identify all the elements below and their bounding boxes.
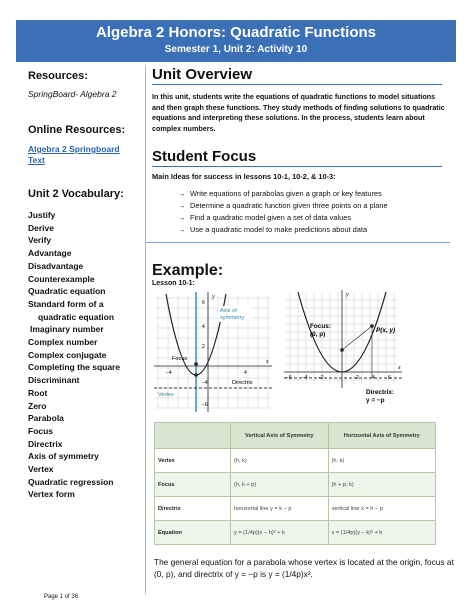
directrix-equation: y = −p [366,397,385,404]
tick-label: −4 [302,375,308,381]
vocab-item: Quadratic equation [28,286,106,297]
arrow-icon: → [178,225,186,234]
vocab-item: Discriminant [28,375,80,386]
main-ideas-subheading: Main Ideas for success in lessons 10-1, 10-2, & 10-3: [152,172,336,181]
focus-label: Focus: [310,323,331,330]
tick-label: 4 [202,324,205,330]
list-item: → Write equations of parabolas given a graph or key features [178,189,382,198]
vocab-item: Disadvantage [28,260,84,271]
parabola-graph-vertical [152,288,274,416]
vocab-item: Justify [28,210,56,220]
y-axis-label: y [346,292,349,298]
vocab-item: Advantage [28,248,72,259]
table-header [155,423,231,449]
online-resources-heading: Online Resources: [28,124,126,136]
vocab-item: Completing the square [28,362,121,373]
vocab-item: Complex conjugate [28,349,107,360]
focus-label: Focus [172,356,188,362]
vocab-item: Counterexample [28,273,95,284]
list-item: → Determine a quadratic function given three points on a plane [178,201,388,210]
table-row: Focus (h, k + p) (h + p, k) [155,473,436,497]
table-header: Vertical Axis of Symmetry [231,423,329,449]
vocab-item: Quadratic regression [28,476,114,487]
vocab-item: Verify [28,235,52,246]
example-heading: Example: [152,262,224,279]
tick-label: 2 [202,344,205,350]
arrow-icon: → [178,201,186,210]
arrow-icon: → [178,213,186,222]
vocab-item: Focus [28,425,54,436]
tick-label: 6 [202,300,205,306]
directrix-label: Directrix: [366,389,395,396]
directrix-label: Directrix [232,380,253,386]
student-focus-heading: Student Focus [152,148,257,165]
x-axis-label: x [266,359,269,365]
focus-point-label: (0, p) [310,331,326,338]
page-number: Page 1 of 36 [44,594,79,600]
vocab-item: Derive [28,222,54,233]
tick-label: −2 [318,375,324,381]
tick-label: 4 [244,370,247,376]
vocab-item: Directrix [28,438,63,449]
table-header-row [155,423,436,449]
parabola-graph-origin [280,288,406,416]
unit-overview-text: In this unit, students write the equations of quadratic functions to model situations and then graph these functions. They study methods of finding solutions to quadratic equations and interpreting these solutions. In the process, students learn about complex numbers. [152,92,445,133]
vocab-item: Imaginary number [30,324,104,335]
vocab-item: Axis of symmetry [28,451,99,462]
vocab-item: Parabola [28,413,64,424]
vocab-item: quadratic equation [38,311,115,322]
springboard-text-link[interactable]: Algebra 2 Springboard Text [28,144,120,165]
vocab-list [28,209,120,501]
focus-bottom-rule [146,242,450,243]
parabola-properties-table [154,422,436,545]
vocab-item: Vertex [28,464,54,475]
y-axis-label: y [212,294,215,300]
point-p-label: P(x, y) [376,327,396,334]
page-title: Algebra 2 Honors: Quadratic Functions [95,24,377,41]
tick-label: −4 [202,380,208,386]
tick-label: −6 [202,402,208,408]
tick-label: 4 [372,375,375,381]
vocab-item: Complex number [28,337,98,348]
vocab-item: Standard form of a [28,298,104,309]
focus-rule [152,166,442,167]
vocab-item: Root [28,387,48,398]
title-banner [16,20,456,62]
vocab-heading: Unit 2 Vocabulary: [28,188,124,200]
vocab-item: Vertex form [28,489,75,500]
x-axis-label: x [398,365,401,371]
resources-value: SpringBoard- Algebra 2 [28,89,117,99]
resources-heading: Resources: [28,70,88,82]
vertex-label: Vertex [158,392,174,398]
table-header: Horizontal Axis of Symmetry [328,423,435,449]
svg-text:symmetry: symmetry [220,315,245,321]
lesson-label: Lesson 10-1: [152,280,195,287]
list-item: → Find a quadratic model given a set of data values [178,213,352,222]
table-row: Vertex (h, k) (h, k) [155,449,436,473]
tick-label: 2 [356,375,359,381]
list-item: → Use a quadratic model to make predictions about data [178,225,368,234]
tick-label: 6 [388,375,391,381]
sidebar-divider [145,66,146,594]
table-row: Directrix horizontal line y = k − p vertical line x = h − p [155,497,436,521]
vocab-item: Zero [28,400,47,411]
unit-overview-heading: Unit Overview [152,66,253,83]
arrow-icon: → [178,189,186,198]
main-ideas-list [178,188,388,236]
axis-of-symmetry-label: Axis of [220,308,237,314]
vertex-point [194,373,198,377]
tick-label: −4 [166,370,172,376]
overview-rule [152,84,442,85]
page-subtitle: Semester 1, Unit 2: Activity 10 [164,44,308,55]
tick-label: −6 [286,375,292,381]
general-equation-text: The general equation for a parabola whose vertex is located at the origin, focus at (0, p), and directrix of y = −p is y = (1/4p)x². [154,557,454,579]
table-row: Equation y = (1/4p)(x − h)² + k x = (1/4p)(y − k)² + h [155,521,436,545]
focus-point [194,362,198,366]
